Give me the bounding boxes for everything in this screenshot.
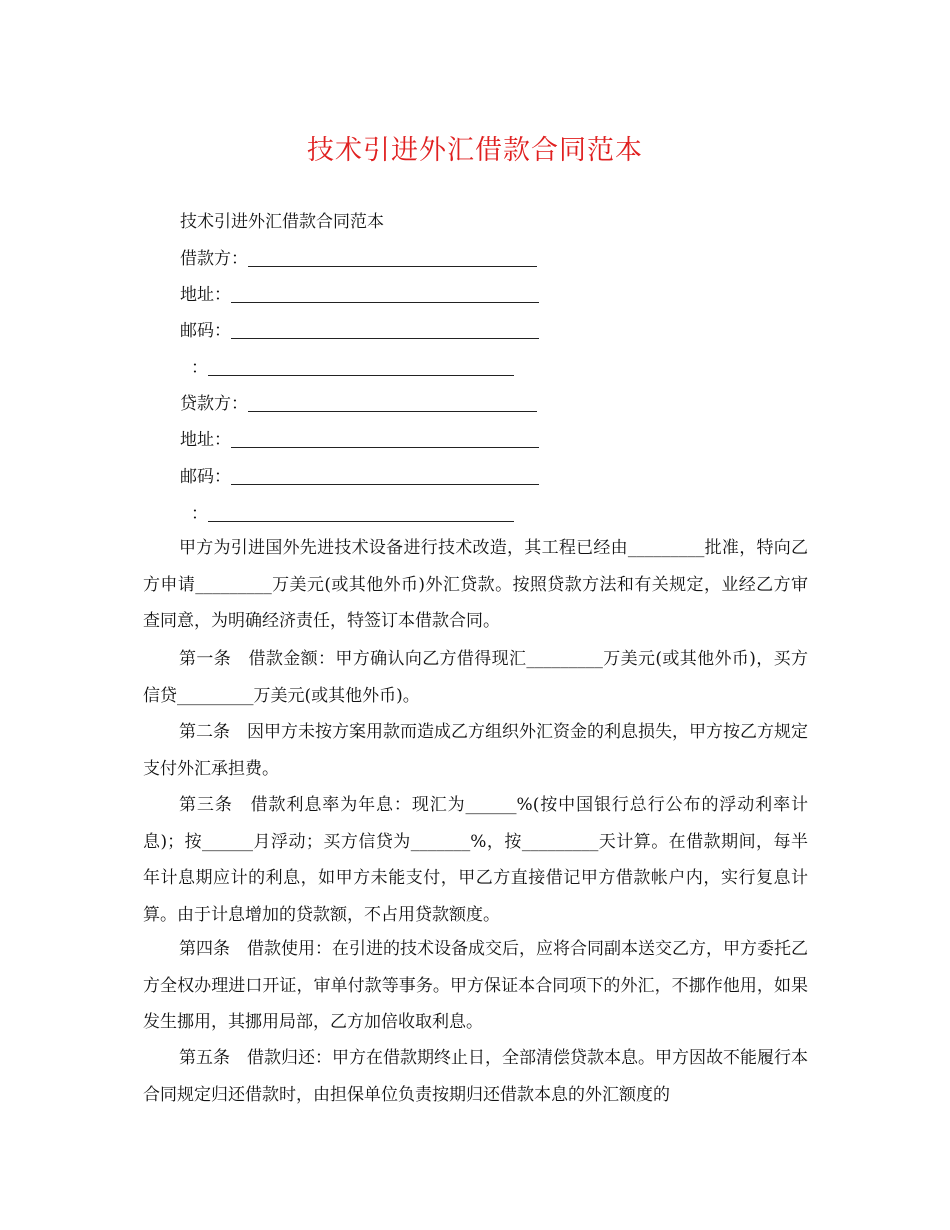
document-title: 技术引进外汇借款合同范本 [307, 135, 643, 166]
borrower-address-field [180, 284, 539, 306]
lender-address-label: 地址： [180, 430, 231, 450]
article-4-paragraph: 第四条 借款使用：在引进的技术设备成交后，应将合同副本送交乙方，甲方委托乙方全权办理进口开证，审单付款等事务。甲方保证本合同项下的外汇，不挪作他用，如果发生挪用，其挪用局部，乙方加倍收取利息。 [143, 939, 808, 1032]
lender-postcode-label: 邮码： [180, 467, 231, 487]
article-3-paragraph: 第三条 借款利息率为年息：现汇为______%(按中国银行总行公布的浮动利率计息)；按______月浮动；买方信贷为_______%，按_________天计算。在借款期间，每半年计息期应计的利息，如甲方未能支付，甲乙方直接借记甲方借款帐户内，实行复息计算。由于计息增加的贷款额，不占用贷款额度。 [143, 795, 808, 925]
borrower-field [180, 248, 537, 270]
article-2-paragraph: 第二条 因甲方未按方案用款而造成乙方组织外汇资金的利息损失，甲方按乙方规定支付外汇承担费。 [143, 722, 808, 779]
borrower-extra-field [191, 357, 514, 379]
borrower-extra-label: ： [191, 358, 208, 378]
lender-extra-field [191, 503, 514, 525]
intro-paragraph: 甲方为引进国外先进技术设备进行技术改造，其工程已经由_________批准，特向乙方申请_________万美元(或其他外币)外汇贷款。按照贷款方法和有关规定，业经乙方审查同意，为明确经济责任，特签订本借款合同。 [143, 538, 808, 631]
lender-postcode-blank [231, 466, 539, 485]
article-5-paragraph: 第五条 借款归还：甲方在借款期终止日，全部清偿贷款本息。甲方因故不能履行本合同规定归还借款时，由担保单位负责按期归还借款本息的外汇额度的 [143, 1048, 808, 1105]
article-1-paragraph: 第一条 借款金额：甲方确认向乙方借得现汇_________万美元(或其他外币)，买方信贷_________万美元(或其他外币)。 [143, 649, 808, 706]
borrower-label: 借款方： [180, 249, 248, 269]
borrower-postcode-blank [231, 320, 539, 339]
borrower-postcode-label: 邮码： [180, 321, 231, 341]
borrower-extra-blank [208, 357, 514, 376]
document-subtitle: 技术引进外汇借款合同范本 [180, 212, 384, 232]
lender-address-blank [231, 429, 539, 448]
borrower-postcode-field [180, 320, 539, 342]
borrower-blank [248, 248, 537, 267]
lender-label: 贷款方： [180, 394, 248, 414]
borrower-address-label: 地址： [180, 285, 231, 305]
lender-extra-blank [208, 503, 514, 522]
lender-postcode-field [180, 466, 539, 488]
lender-field [180, 393, 537, 415]
borrower-address-blank [231, 284, 539, 303]
lender-address-field [180, 429, 539, 451]
lender-extra-label: ： [191, 504, 208, 524]
lender-blank [248, 393, 537, 412]
